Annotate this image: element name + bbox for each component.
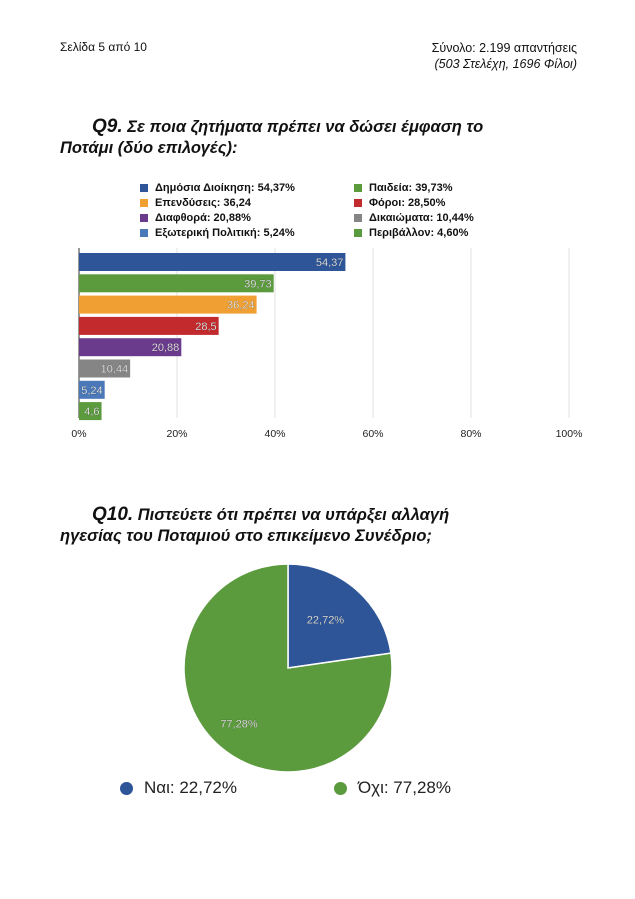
bar-value-label: 10,44 (100, 363, 129, 376)
bar-value-label: 4,6 (84, 406, 100, 419)
pie-slice-label: 22,72% (306, 614, 345, 627)
legend-label: Επενδύσεις: 36,24 (155, 197, 251, 209)
legend-label: Περιβάλλον: 4,60% (369, 227, 469, 239)
pie-chart-legend (120, 778, 520, 798)
bar-value-label: 20,88 (151, 342, 180, 355)
legend-label: Όχι: 77,28% (358, 778, 451, 797)
legend-label: Δημόσια Διοίκηση: 54,37% (155, 182, 295, 194)
legend-label: Φόροι: 28,50% (369, 197, 446, 209)
bar-value-label: 28,5 (195, 320, 217, 333)
x-tick-label: 60% (362, 428, 384, 440)
bar-value-label: 39,73 (244, 278, 272, 291)
legend-label: Δικαιώματα: 10,44% (369, 212, 474, 224)
x-tick-label: 0% (71, 428, 87, 440)
respondent-breakdown: (503 Στελέχη, 1696 Φίλοι) (434, 57, 577, 71)
q9-title-line1: Σε ποια ζητήματα πρέπει να δώσει έμφαση το (127, 118, 484, 136)
q9-number: Q9. (92, 116, 123, 137)
x-tick-label: 80% (460, 428, 482, 440)
legend-label: Ναι: 22,72% (144, 778, 237, 797)
legend-dot (334, 782, 347, 795)
legend-label: Εξωτερική Πολιτική: 5,24% (155, 227, 295, 239)
legend-label: Παιδεία: 39,73% (369, 182, 453, 194)
q10-title-line1: Πιστεύετε ότι πρέπει να υπάρξει αλλαγή (137, 506, 450, 524)
x-tick-label: 100% (555, 428, 583, 440)
legend-dot (120, 782, 133, 795)
pie-legend-item (120, 778, 237, 798)
legend-label: Διαφθορά: 20,88% (155, 212, 251, 224)
q10-title-line2: ηγεσίας του Ποταμιού στο επικείμενο Συνέδριο; (60, 527, 432, 545)
total-responses: Σύνολο: 2.199 απαντήσεις (431, 41, 577, 55)
pie-slice-label: 77,28% (220, 718, 258, 731)
bar-value-label: 36,24 (227, 299, 255, 312)
bar-value-label: 54,37 (315, 257, 344, 269)
q10-number: Q10. (92, 504, 134, 525)
bar-value-label: 5,24 (81, 384, 103, 397)
q9-title-line2: Ποτάμι (δύο επιλογές): (60, 139, 238, 157)
pie-legend-item (334, 778, 451, 798)
x-tick-label: 40% (264, 428, 286, 440)
x-tick-label: 20% (166, 428, 188, 440)
page-number: Σελίδα 5 από 10 (60, 40, 147, 54)
